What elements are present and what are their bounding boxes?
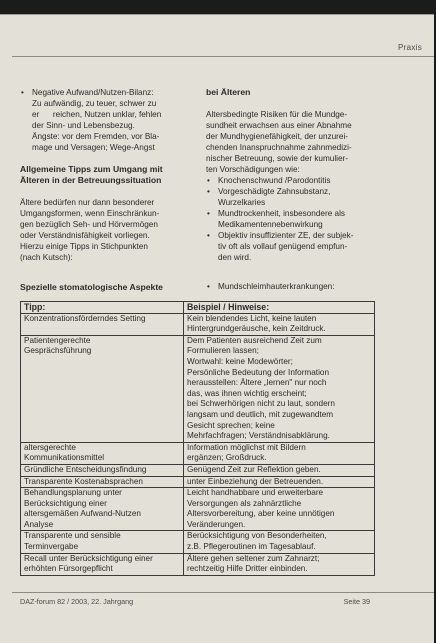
example-cell-line: Altersvorbereitung, aber keine unnötigen <box>187 509 335 519</box>
paragraph-line: Altersbedingte Risiken für die Mundge- <box>206 110 348 119</box>
example-cell-line: z.B. Pflegeroutinen im Tagesablauf. <box>187 542 316 552</box>
paragraph-line: oder Verständnisfähigkeit vorliegen. <box>20 231 150 240</box>
bullet-line: Zu aufwändig, zu teuer, schwer zu <box>32 99 157 108</box>
risk-bullet <box>206 230 376 263</box>
bullet-line: • Negative Aufwand/Nutzen-Bilanz: <box>32 88 154 97</box>
example-cell-line: Versorgungen als zahnärztliche <box>187 498 302 508</box>
tip-cell-line: Patientengerechte <box>24 335 91 345</box>
bullet-line: tiv oft als vollauf genügend empfun- <box>218 242 348 251</box>
tip-cell <box>21 442 184 464</box>
risk-paragraph <box>206 109 376 175</box>
tip-cell-line: Recall unter Berücksichtigung einer <box>24 553 153 563</box>
paragraph-line: ten Vorschädigungen wie: <box>206 165 300 174</box>
example-cell-line: ergänzen; Großdruck. <box>187 453 267 463</box>
example-cell-line: Wortwahl: keine Modewörter; <box>187 356 293 366</box>
example-cell-line: herausstellen: Ältere „lernen" nur noch <box>187 378 327 388</box>
tip-cell-line: Analyse <box>24 519 54 529</box>
tip-cell-line: altersgemäßen Aufwand-Nutzen <box>24 509 141 519</box>
example-cell-line: Information möglichst mit Bildern <box>187 442 306 452</box>
stomatology-heading: Spezielle stomatologische Aspekte <box>20 282 163 292</box>
page <box>0 14 434 643</box>
heading-line: Älteren in der Betreuungssituation <box>20 175 162 185</box>
paragraph-line: chenden Inanspruchnahme zahnmedizi- <box>206 143 352 152</box>
table-row <box>21 442 375 464</box>
tip-cell-line: Gesprächsführung <box>24 346 92 356</box>
section-label: Praxis <box>397 43 422 52</box>
table-row <box>21 488 375 531</box>
tip-cell-line: Berücksichtigung einer <box>24 498 107 508</box>
table-header-row <box>21 302 375 314</box>
mucosa-bullet: • Mundschleimhauterkrankungen: <box>206 282 335 291</box>
example-cell-line: Kein blendendes Licht, keine lauten <box>187 313 317 323</box>
example-cell-line: Ältere gehen seltener zum Zahnarzt; <box>187 553 320 563</box>
example-cell <box>184 531 375 553</box>
left-column <box>20 87 190 263</box>
paragraph-line: (nach Kutsch): <box>20 253 73 262</box>
example-cell-line: Persönliche Bedeutung der Information <box>187 367 330 377</box>
bullet-line: • Knochenschwund /Parodontitis <box>218 176 331 185</box>
bullet-line: • Mundtrockenheit, insbesondere als <box>218 209 345 218</box>
table-row <box>21 335 375 442</box>
intro-paragraph <box>20 197 190 263</box>
example-cell <box>184 335 375 442</box>
paragraph-line: der Mundhygienefähigkeit, der unzurei- <box>206 132 349 141</box>
risk-bullet <box>206 208 376 230</box>
paragraph-line: Hierzu einige Tipps in Stichpunkten <box>20 242 148 251</box>
example-cell-line: Dem Patienten ausreichend Zeit zum <box>187 335 322 345</box>
bullet-line: mage und Versagen; Wege-Angst <box>32 143 155 152</box>
example-cell-line: rechtzeitig Hilfe Dritter einbinden. <box>187 564 308 574</box>
header-rule <box>12 56 434 57</box>
tip-column-header: Tipp: <box>21 302 184 314</box>
example-cell <box>184 313 375 335</box>
paragraph-line: gen bezüglich Seh- und Hörvermögen <box>20 220 158 229</box>
example-cell <box>184 464 375 476</box>
example-cell-line: Leicht handhabbare und erweiterbare <box>187 488 324 498</box>
example-cell <box>184 476 375 488</box>
example-cell-line: Mehrfachfragen; Verständnisabklärung. <box>187 431 330 441</box>
bullet-line: den wird. <box>218 253 252 262</box>
tip-cell-line: Kommunikationsmittel <box>24 453 105 463</box>
risk-bullet <box>206 186 376 208</box>
risk-bullet <box>206 175 376 186</box>
paragraph-line: nischer Betreuung, sowie der kumulier- <box>206 154 348 163</box>
bullet-line: Ängste: vor dem Fremden, vor Bla- <box>32 132 160 141</box>
table-row <box>21 531 375 553</box>
tip-cell-line: Transparente Kostenabsprachen <box>24 476 143 486</box>
example-cell-line: Gesicht sprechen; keine <box>187 420 275 430</box>
example-cell <box>184 442 375 464</box>
right-column <box>206 87 376 263</box>
table-row <box>21 313 375 335</box>
table-row <box>21 464 375 476</box>
paragraph-line: sundheit erwachsen aus einer Abnahme <box>206 121 352 130</box>
table-row <box>21 476 375 488</box>
tip-cell <box>21 335 184 442</box>
bullet-line: • Objektiv insuffizienter ZE, der subjek- <box>218 231 354 240</box>
tip-cell <box>21 313 184 335</box>
table-body <box>21 313 375 575</box>
tip-cell-line: Transparente und sensible <box>24 531 121 541</box>
tip-cell-line: erhöhten Fürsorgepflicht <box>24 564 113 574</box>
bullet-line: • Vorgeschädigte Zahnsubstanz, <box>218 187 331 196</box>
aufwand-bullet <box>20 87 190 153</box>
example-cell-line: das, was ihnen wichtig erscheint; <box>187 388 307 398</box>
table-row <box>21 553 375 575</box>
example-cell-line: Genügend Zeit zur Reflektion geben. <box>187 464 321 474</box>
example-cell-line: unter Einbeziehung der Betreuenden. <box>187 476 324 486</box>
example-column-header: Beispiel / Hinweise: <box>184 302 375 314</box>
tip-cell <box>21 531 184 553</box>
example-cell-line: langsam und deutlich, mit zugewandtem <box>187 409 334 419</box>
example-cell-line: bei Schwerhörigen nicht zu laut, sondern <box>187 399 335 409</box>
tips-table <box>20 301 375 576</box>
tip-cell-line: Gründliche Entscheidungsfindung <box>24 464 147 474</box>
paragraph-line: Ältere bedürfen nur dann besonderer <box>20 198 155 207</box>
bullet-line: Medikamentennebenwirkung <box>218 220 323 229</box>
tip-cell-line: Konzentrationsförderndes Setting <box>24 313 146 323</box>
page-number: Seite 39 <box>343 597 370 606</box>
tip-cell-line: altersgerechte <box>24 442 76 452</box>
example-cell-line: Formulieren lassen; <box>187 346 259 356</box>
example-cell-line: Berücksichtigung von Besonderheiten, <box>187 531 327 541</box>
example-cell <box>184 553 375 575</box>
example-cell <box>184 488 375 531</box>
tip-cell-line: Behandlungsplanung unter <box>24 488 122 498</box>
bullet-line: er reichen, Nutzen unklar, fehlen <box>32 110 162 119</box>
heading-line: Allgemeine Tipps zum Umgang mit <box>20 164 163 174</box>
example-cell-line: Hintergrundgeräusche, kein Zeitdruck. <box>187 324 326 334</box>
bullet-line: Wurzelkaries <box>218 198 266 207</box>
bullet-line: der Sinn- und Lebensbezug. <box>32 121 135 130</box>
paragraph-line: Umgangsformen, wenn Einschränkun- <box>20 209 160 218</box>
footer-rule <box>12 592 434 593</box>
tip-cell <box>21 476 184 488</box>
tip-cell <box>21 488 184 531</box>
tips-heading <box>20 164 190 186</box>
journal-citation: DAZ-forum 82 / 2003, 22. Jahrgang <box>20 597 134 606</box>
example-cell-line: Veränderungen. <box>187 519 246 529</box>
elderly-heading: bei Älteren <box>206 87 251 97</box>
tip-cell <box>21 553 184 575</box>
tip-cell <box>21 464 184 476</box>
tip-cell-line: Terminvergabe <box>24 542 79 552</box>
